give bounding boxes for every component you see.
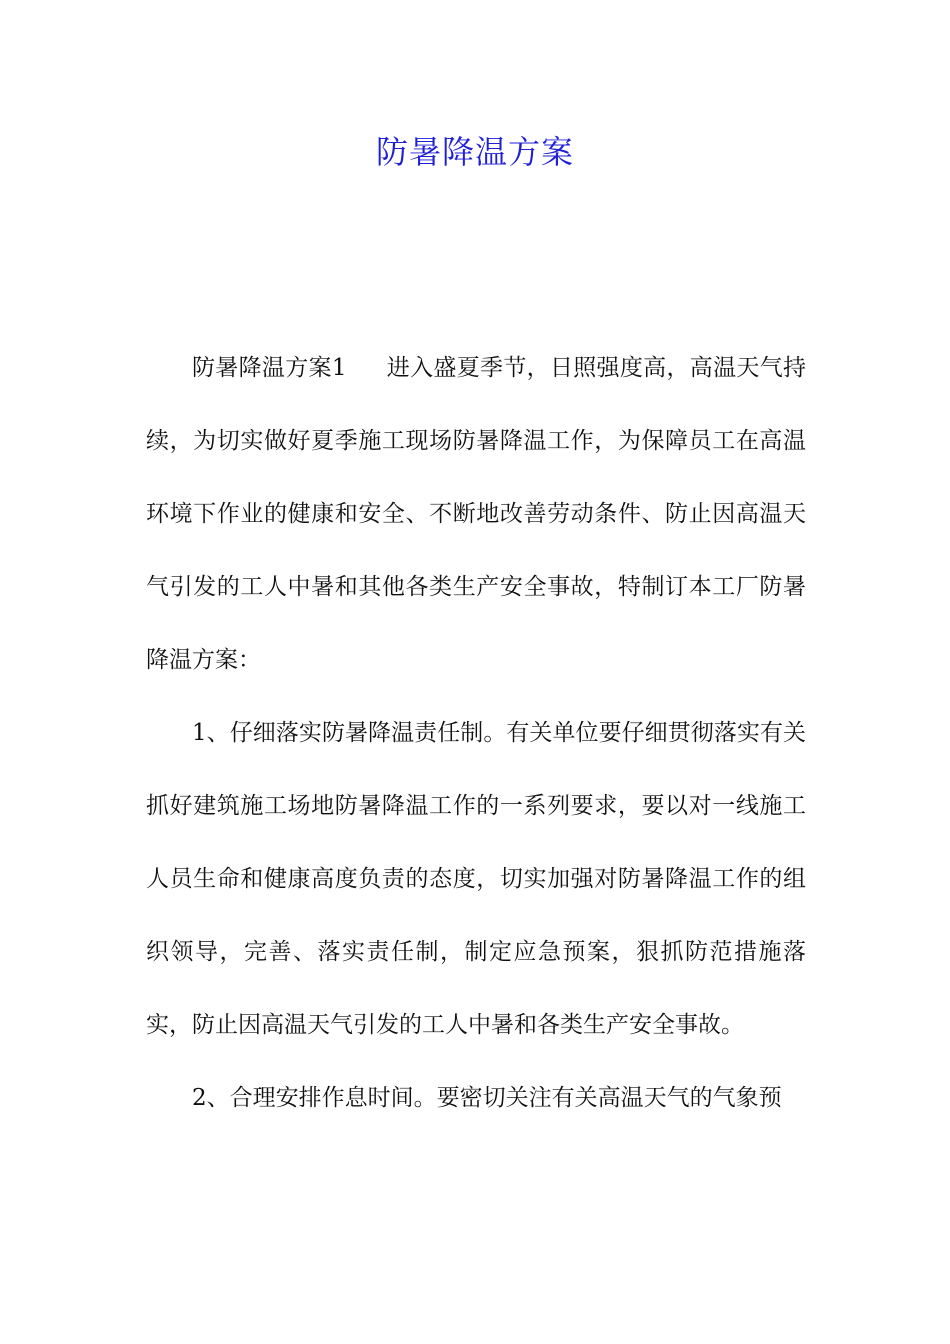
- document-title: 防暑降温方案: [375, 133, 574, 171]
- paragraph-item-1: 1、仔细落实防暑降温责任制。有关单位要仔细贯彻落实有关抓好建筑施工场地防暑降温工作的一系列要求，要以对一线施工人员生命和健康高度负责的态度，切实加强对防暑降温工作的组织领导，完善、落实责任制，制定应急预案，狠抓防范措施落实，防止因高温天气引发的工人中暑和各类生产安全事故。: [146, 720, 806, 1038]
- paragraph-item-2: 2、合理安排作息时间。要密切关注有关高温天气的气象预: [192, 1085, 782, 1111]
- intro-heading: 防暑降温方案1: [192, 355, 347, 381]
- intro-paragraph: [146, 332, 806, 697]
- document-body: [146, 332, 806, 1135]
- paragraph-text: 进入盛夏季节，日照强度高，高温天气持续，为切实做好夏季施工现场防暑降温工作，为保障员工在高温环境下作业的健康和安全、不断地改善劳动条件、防止因高温天气引发的工人中暑和其他各类生产安全事故，特制订本工厂防暑降温方案：: [146, 355, 807, 673]
